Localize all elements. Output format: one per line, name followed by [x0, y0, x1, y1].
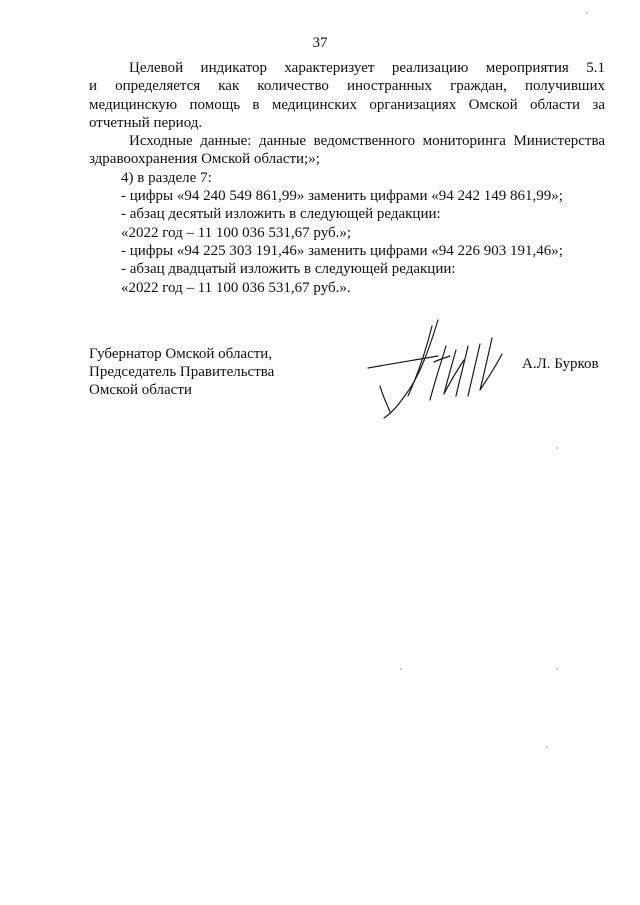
scan-speck — [556, 668, 558, 670]
signatory-title-line: Омской области — [89, 382, 192, 398]
paragraph-indicator-continuation: и определяется как количество иностранных граждан, получивших медицинскую помощь в медицинских организациях Омской области за отчетный период. — [89, 78, 605, 131]
handwritten-signature — [360, 316, 520, 426]
body-text — [89, 59, 605, 297]
amendment-line: - цифры «94 240 549 861,99» заменить цифрами «94 242 149 861,99»; — [121, 188, 563, 205]
amendment-line: «2022 год – 11 100 036 531,67 руб.»; — [121, 224, 352, 241]
signatory-title — [89, 345, 274, 399]
paragraph-source-data: Исходные данные: данные ведомственного мониторинга Министерства здравоохранения Омской области;»; — [89, 133, 605, 168]
paragraph-indicator-first-line: Целевой индикатор характеризует реализацию мероприятия 5.1 — [129, 60, 605, 76]
scan-speck — [400, 668, 402, 670]
amendment-line: 4) в разделе 7: — [121, 169, 212, 186]
amendment-line: - абзац двадцатый изложить в следующей редакции: — [121, 261, 456, 278]
page-number: 37 — [312, 35, 328, 51]
amendment-line: - абзац десятый изложить в следующей редакции: — [121, 206, 441, 223]
scan-speck — [546, 746, 548, 748]
scan-speck — [556, 447, 558, 449]
amendment-line: - цифры «94 225 303 191,46» заменить цифрами «94 226 903 191,46»; — [121, 242, 563, 259]
amendment-line: «2022 год – 11 100 036 531,67 руб.». — [121, 279, 351, 296]
signatory-name: А.Л. Бурков — [522, 356, 599, 372]
scan-speck — [586, 12, 588, 14]
signatory-title-line: Губернатор Омской области, — [89, 346, 273, 362]
signatory-title-line: Председатель Правительства — [89, 364, 275, 380]
